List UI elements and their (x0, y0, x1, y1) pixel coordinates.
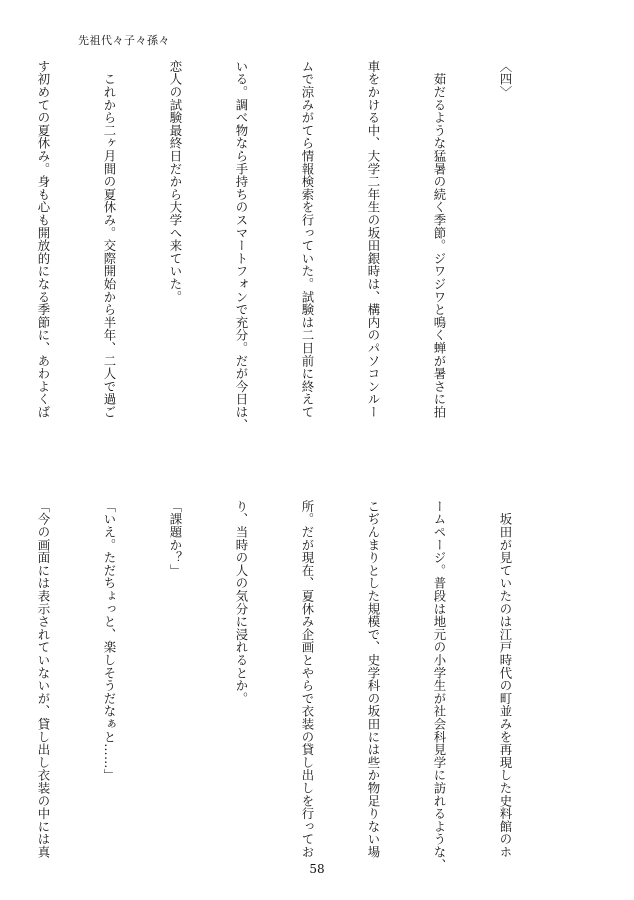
text-line: す初めての夏休み。身も心も開放的になる季節に、あわよくば (36, 60, 51, 419)
text-line: り、当時の人の気分に浸れるとか。 (234, 500, 249, 705)
text-line: 「いえ。ただちょっと、楽しそうだなぁと……」 (102, 500, 117, 782)
text-line: 「今の画面には表示されていないが、貸し出し衣装の中には真 (36, 500, 51, 859)
text-line: こぢんまりとした規模で、史学科の坂田には些か物足りない場 (366, 500, 381, 859)
text-line: いる。調べ物なら手持ちのスマートフォンで充分。だが今日は、 (234, 60, 249, 432)
text-line: 茹だるような猛暑の続く季節。ジワジワと鳴く蝉が暑さに拍 (432, 60, 447, 419)
text-line: 車をかける中、大学二年生の坂田銀時は、構内のパソコンルー (366, 60, 381, 419)
page-number: 58 (309, 862, 325, 876)
text-line: 「課題か？」 (168, 500, 183, 577)
text-line: 坂田が見ていたのは江戸時代の町並みを再現した史料館のホ (498, 500, 513, 859)
text-line: これから二ヶ月間の夏休み。交際開始から半年、二人で過ご (102, 60, 117, 419)
text-line: 恋人の試験最終日だから大学へ来ていた。 (168, 60, 183, 304)
text-line: ームページ。普段は地元の小学生が社会科見学に訪れるような、 (432, 500, 447, 872)
running-header: 先祖代々子々孫々 (78, 34, 170, 47)
lower-text-block (0, 500, 560, 892)
text-line: ムで涼みがてら情報検索を行っていた。試験は二日前に終えて (300, 60, 315, 419)
text-line: 所。だが現在、夏休み企画とやらで衣装の貸し出しを行ってお (300, 500, 315, 859)
text-line: 〈四〉 (498, 60, 513, 99)
upper-text-block (0, 60, 560, 460)
